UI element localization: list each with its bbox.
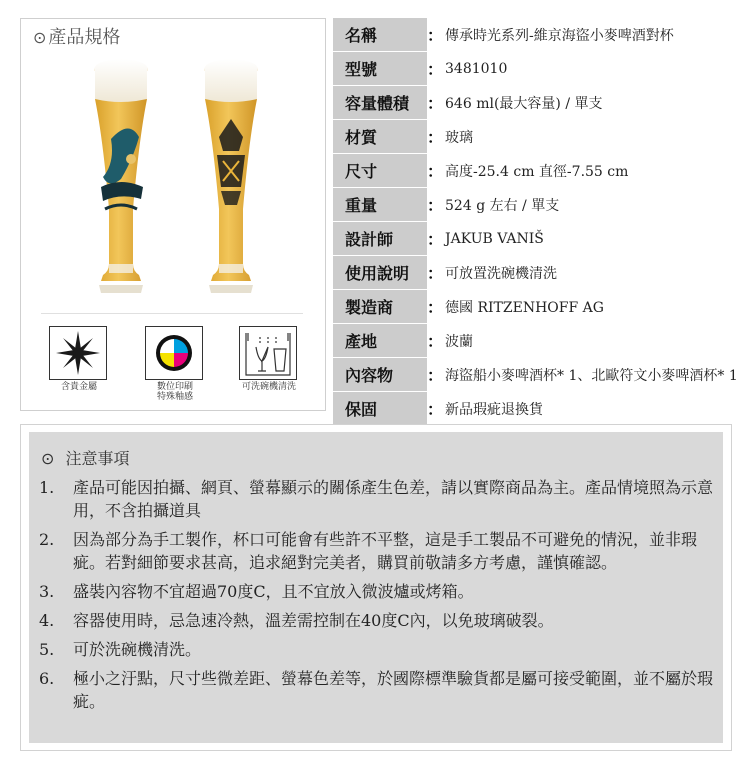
notice-item-text: 可於洗碗機清洗。	[73, 640, 202, 659]
spec-label-text: 使用說明	[345, 264, 410, 283]
notice-item-number: 6.	[39, 669, 55, 688]
spec-row	[333, 222, 750, 256]
spec-value: 海盜船小麥啤酒杯* 1、北歐符文小麥啤酒杯* 1	[445, 367, 738, 384]
notice-list	[39, 476, 719, 719]
spec-colon: ：	[427, 196, 444, 215]
spec-label-text: 尺寸	[345, 162, 378, 181]
spec-row	[333, 18, 750, 52]
spec-label-text: 內容物	[345, 366, 394, 385]
spec-row	[333, 86, 750, 120]
badge-precious-metal-label: 含貴金屬	[60, 382, 97, 392]
spec-colon: ：	[427, 230, 444, 249]
spec-colon: ：	[427, 264, 444, 283]
spec-value: JAKUB VANIŠ	[445, 230, 544, 247]
spec-value: 德國 RITZENHOFF AG	[445, 299, 604, 316]
notice-item	[39, 638, 719, 661]
circle-dot-icon: ⊙	[41, 449, 55, 468]
spec-colon: ：	[427, 162, 444, 181]
spec-label	[333, 358, 427, 391]
spec-label-text: 設計師	[345, 230, 394, 249]
badge-dishwasher-label: 可洗碗機清洗	[241, 382, 296, 392]
spec-label	[333, 222, 427, 255]
spec-value: 3481010	[445, 60, 508, 77]
spec-label-text: 產地	[345, 332, 378, 351]
spec-colon: ：	[427, 60, 444, 79]
notice-item-number: 4.	[39, 611, 55, 630]
spec-label	[333, 392, 427, 425]
spec-row	[333, 154, 750, 188]
notice-item-number: 2.	[39, 530, 55, 549]
notice-title	[41, 446, 130, 469]
notice-item-number: 5.	[39, 640, 55, 659]
spec-label	[333, 188, 427, 221]
spec-row	[333, 256, 750, 290]
dishwasher-safe-icon	[239, 326, 297, 380]
notice-item	[39, 476, 719, 522]
spec-colon: ：	[427, 94, 444, 113]
spec-value: 玻璃	[445, 129, 474, 146]
spec-label	[333, 86, 427, 119]
viking-ship-glass	[95, 59, 148, 293]
circle-dot-icon: ⊙	[33, 28, 47, 47]
norse-rune-glass	[205, 59, 258, 293]
notice-item	[39, 580, 719, 603]
spec-row	[333, 392, 750, 426]
badge-digital-print	[145, 326, 205, 402]
notice-box	[20, 424, 732, 751]
spec-value: 傳承時光系列-維京海盜小麥啤酒對杯	[445, 27, 674, 44]
spec-row	[333, 52, 750, 86]
beer-glasses-image	[81, 59, 281, 304]
product-spec-panel	[20, 18, 326, 411]
badge-precious-metal	[49, 326, 109, 392]
notice-item-number: 1.	[39, 478, 55, 497]
spec-colon: ：	[427, 298, 444, 317]
spec-label	[333, 290, 427, 323]
notice-item-text: 盛裝內容物不宜超過70度C，且不宜放入微波爐或烤箱。	[73, 582, 474, 601]
cmyk-print-icon	[145, 326, 203, 380]
notice-item-text: 極小之汙點，尺寸些微差距、螢幕色差等，於國際標準驗貨都是屬可接受範圍，並不屬於瑕疵。	[73, 669, 714, 711]
spec-label	[333, 18, 427, 51]
spec-label	[333, 324, 427, 357]
spec-row	[333, 290, 750, 324]
spec-label-text: 容量體積	[345, 94, 410, 113]
spec-label-text: 名稱	[345, 26, 378, 45]
spec-table	[333, 18, 750, 426]
spec-label-text: 製造商	[345, 298, 394, 317]
spec-heading	[33, 23, 120, 49]
spec-value: 新品瑕疵退換貨	[445, 401, 544, 418]
spec-row	[333, 120, 750, 154]
notice-inner	[29, 432, 723, 743]
panel-divider	[41, 313, 303, 314]
notice-item-text: 因為部分為手工製作，杯口可能會有些許不平整，這是手工製品不可避免的情況，並非瑕疵。若對細節要求甚高，追求絕對完美者，購買前敬請多方考慮，謹慎確認。	[73, 530, 698, 572]
spec-colon: ：	[427, 26, 444, 45]
spec-label-text: 型號	[345, 60, 378, 79]
notice-item	[39, 609, 719, 632]
spec-label-text: 材質	[345, 128, 378, 147]
spec-value: 可放置洗碗機清洗	[445, 265, 558, 282]
notice-title-text: 注意事項	[65, 449, 130, 468]
spec-row	[333, 188, 750, 222]
spec-label	[333, 256, 427, 289]
spec-label	[333, 154, 427, 187]
spec-colon: ：	[427, 400, 444, 419]
spec-label	[333, 120, 427, 153]
spec-label	[333, 52, 427, 85]
notice-item-text: 產品可能因拍攝、網頁、螢幕顯示的關係產生色差，請以實際商品為主。產品情境照為示意用，不含拍攝道具	[73, 478, 714, 520]
spec-colon: ：	[427, 366, 444, 385]
spec-label-text: 重量	[345, 196, 378, 215]
spec-value: 646 ml(最大容量) / 單支	[445, 95, 603, 112]
badge-dishwasher	[239, 326, 299, 392]
notice-item	[39, 528, 719, 574]
spec-value: 524 g 左右 / 單支	[445, 197, 560, 214]
notice-item-number: 3.	[39, 582, 55, 601]
spec-colon: ：	[427, 332, 444, 351]
starburst-icon	[49, 326, 107, 380]
spec-value: 高度-25.4 cm 直徑-7.55 cm	[445, 163, 629, 180]
notice-item-text: 容器使用時，忌急速冷熱，溫差需控制在40度C內，以免玻璃破裂。	[73, 611, 554, 630]
spec-colon: ：	[427, 128, 444, 147]
spec-row	[333, 358, 750, 392]
spec-heading-text: 產品規格	[48, 27, 121, 48]
spec-value: 波蘭	[445, 333, 474, 350]
spec-row	[333, 324, 750, 358]
notice-item	[39, 667, 719, 713]
badge-digital-print-label: 數位印刷 特殊釉感	[156, 382, 193, 402]
spec-label-text: 保固	[345, 400, 378, 419]
